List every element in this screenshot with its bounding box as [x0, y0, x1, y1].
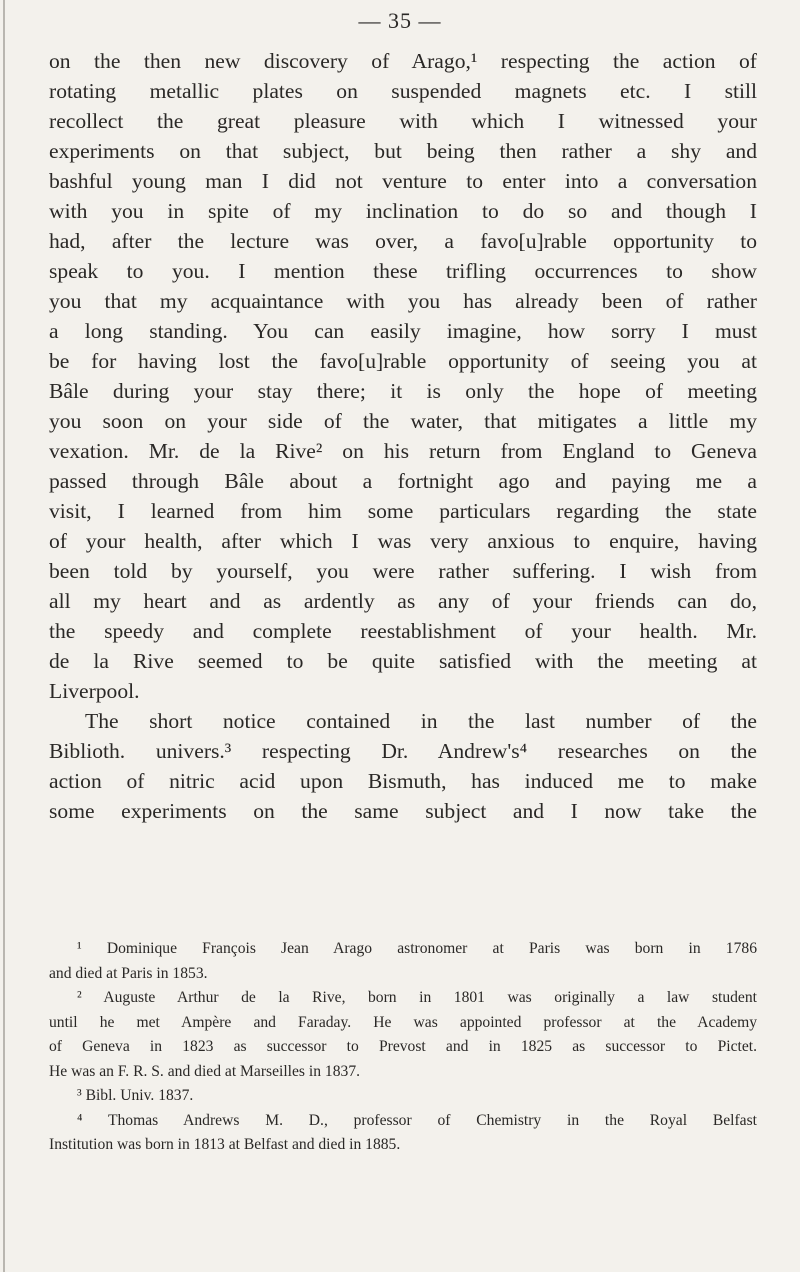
- body-line: of your health, after which I was very anxious to enquire, having: [49, 529, 757, 553]
- body-line: action of nitric acid upon Bismuth, has induced me to make: [49, 769, 757, 793]
- body-line: the speedy and complete reestablishment of your health. Mr.: [49, 619, 757, 643]
- body-line: speak to you. I mention these trifling occurrences to show: [49, 259, 757, 283]
- body-line: some experiments on the same subject and I now take the: [49, 799, 757, 823]
- body-line: bashful young man I did not venture to enter into a conversation: [49, 169, 757, 193]
- footnote-line: ¹ Dominique François Jean Arago astronomer at Paris was born in 1786: [77, 940, 757, 957]
- footnote-line: ² Auguste Arthur de la Rive, born in 1801 was originally a law student: [77, 989, 757, 1006]
- body-line: visit, I learned from him some particulars regarding the state: [49, 499, 757, 523]
- footnote-line: ⁴ Thomas Andrews M. D., professor of Chemistry in the Royal Belfast: [77, 1111, 757, 1129]
- body-line: a long standing. You can easily imagine, how sorry I must: [49, 319, 757, 343]
- footnote-line: and died at Paris in 1853.: [49, 964, 208, 982]
- footnotes: [49, 937, 757, 1158]
- body-line: Liverpool.: [49, 679, 140, 703]
- body-line: with you in spite of my inclination to do so and though I: [49, 199, 757, 223]
- body-line: Biblioth. univers.³ respecting Dr. Andrew's⁴ researches on the: [49, 739, 757, 763]
- body-line: rotating metallic plates on suspended magnets etc. I still: [49, 79, 757, 103]
- body-line: experiments on that subject, but being then rather a shy and: [49, 139, 757, 163]
- body-line: vexation. Mr. de la Rive² on his return from England to Geneva: [49, 439, 757, 463]
- body-line: de la Rive seemed to be quite satisfied with the meeting at: [49, 649, 757, 673]
- body-line: you soon on your side of the water, that mitigates a little my: [49, 409, 757, 433]
- footnote-line: ³ Bibl. Univ. 1837.: [77, 1087, 194, 1104]
- body-line: on the then new discovery of Arago,¹ respecting the action of: [49, 49, 757, 73]
- body-line: had, after the lecture was over, a favo[u]rable opportunity to: [49, 229, 757, 253]
- body-line: recollect the great pleasure with which I witnessed your: [49, 109, 757, 133]
- footnote-line: He was an F. R. S. and died at Marseilles in 1837.: [49, 1062, 361, 1080]
- body-line: passed through Bâle about a fortnight ago and paying me a: [49, 469, 757, 493]
- body-text: [49, 46, 757, 826]
- footnote-line: of Geneva in 1823 as successor to Prevost and in 1825 as successor to Pictet.: [49, 1038, 757, 1055]
- page-number: — 35 —: [358, 8, 442, 33]
- footnote-line: Institution was born in 1813 at Belfast and died in 1885.: [49, 1136, 401, 1153]
- footnote-line: until he met Ampère and Faraday. He was appointed professor at the Academy: [49, 1013, 757, 1031]
- body-line: The short notice contained in the last number of the: [85, 709, 757, 733]
- body-line: Bâle during your stay there; it is only the hope of meeting: [49, 379, 757, 403]
- body-line: you that my acquaintance with you has already been of rather: [49, 289, 757, 313]
- body-line: been told by yourself, you were rather suffering. I wish from: [49, 559, 757, 583]
- body-line: be for having lost the favo[u]rable opportunity of seeing you at: [49, 349, 757, 373]
- body-line: all my heart and as ardently as any of your friends can do,: [49, 589, 757, 613]
- page-edge-line: [3, 0, 5, 1272]
